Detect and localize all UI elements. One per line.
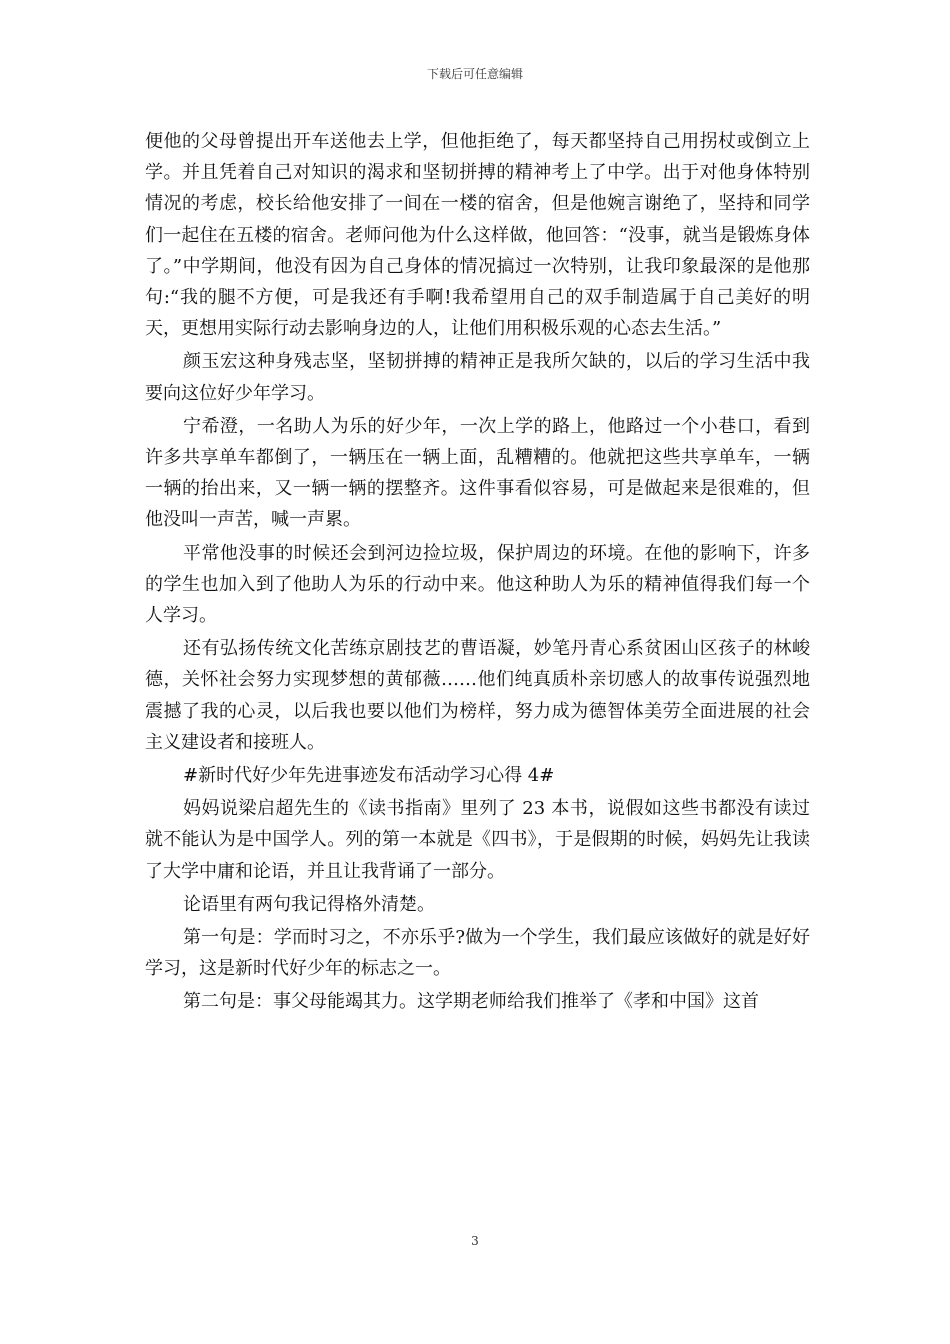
paragraph: 妈妈说梁启超先生的《读书指南》里列了 23 本书，说假如这些书都没有读过就不能认为是中国学人。列的第一本就是《四书》，于是假期的时候，妈妈先让我读了大学中庸和论语，并且让我背诵了一部分。 [145, 798, 810, 882]
paragraph: 平常他没事的时候还会到河边捡垃圾，保护周边的环境。在他的影响下，许多的学生也加入到了他助人为乐的行动中来。他这种助人为乐的精神值得我们每一个人学习。 [145, 542, 810, 627]
section-heading: #新时代好少年先进事迹发布活动学习心得 4# [183, 765, 555, 787]
paragraph: 第一句是：学而时习之，不亦乐乎?做为一个学生，我们最应该做好的就是好好学习，这是新时代好少年的标志之一。 [145, 927, 810, 980]
paragraph-continued: 便他的父母曾提出开车送他去上学，但他拒绝了，每天都坚持自己用拐杖或倒立上学。并且凭着自己对知识的渴求和坚韧拼搏的精神考上了中学。出于对他身体特别情况的考虑，校长给他安排了一间在一楼的宿舍，但是他婉言谢绝了，坚持和同学们一起住在五楼的宿舍。老师问他为什么这样做，他回答：“没事，就当是锻炼身体了。”中学期间，他没有因为自己身体的情况搞过一次特别，让我印象最深的是他那句:“我的腿不方便，可是我还有手啊!我希望用自己的双手制造属于自己美好的明天，更想用实际行动去影响身边的人，让他们用积极乐观的心态去生活。” [145, 131, 810, 340]
paragraph: 颜玉宏这种身残志坚，坚韧拼搏的精神正是我所欠缺的，以后的学习生活中我要向这位好少年学习。 [145, 351, 810, 404]
document-body [145, 126, 810, 1018]
page-number: 3 [471, 1234, 479, 1248]
paragraph: 论语里有两句我记得格外清楚。 [183, 893, 435, 915]
page-header: 下载后可任意编辑 [426, 67, 523, 81]
paragraph: 宁希澄，一名助人为乐的好少年，一次上学的路上，他路过一个小巷口，看到许多共享单车都倒了，一辆压在一辆上面，乱糟糟的。他就把这些共享单车，一辆一辆的抬出来，又一辆一辆的摆整齐。这件事看似容易，可是做起来是很难的，但他没叫一声苦，喊一声累。 [145, 415, 810, 531]
paragraph: 还有弘扬传统文化苦练京剧技艺的曹语凝，妙笔丹青心系贫困山区孩子的林峻德，关怀社会努力实现梦想的黄郁薇……他们纯真质朴亲切感人的故事传说强烈地震撼了我的心灵，以后我也要以他们为榜样，努力成为德智体美劳全面进展的社会主义建设者和接班人。 [145, 638, 810, 753]
paragraph: 第二句是：事父母能竭其力。这学期老师给我们推举了《孝和中国》这首 [183, 991, 759, 1013]
